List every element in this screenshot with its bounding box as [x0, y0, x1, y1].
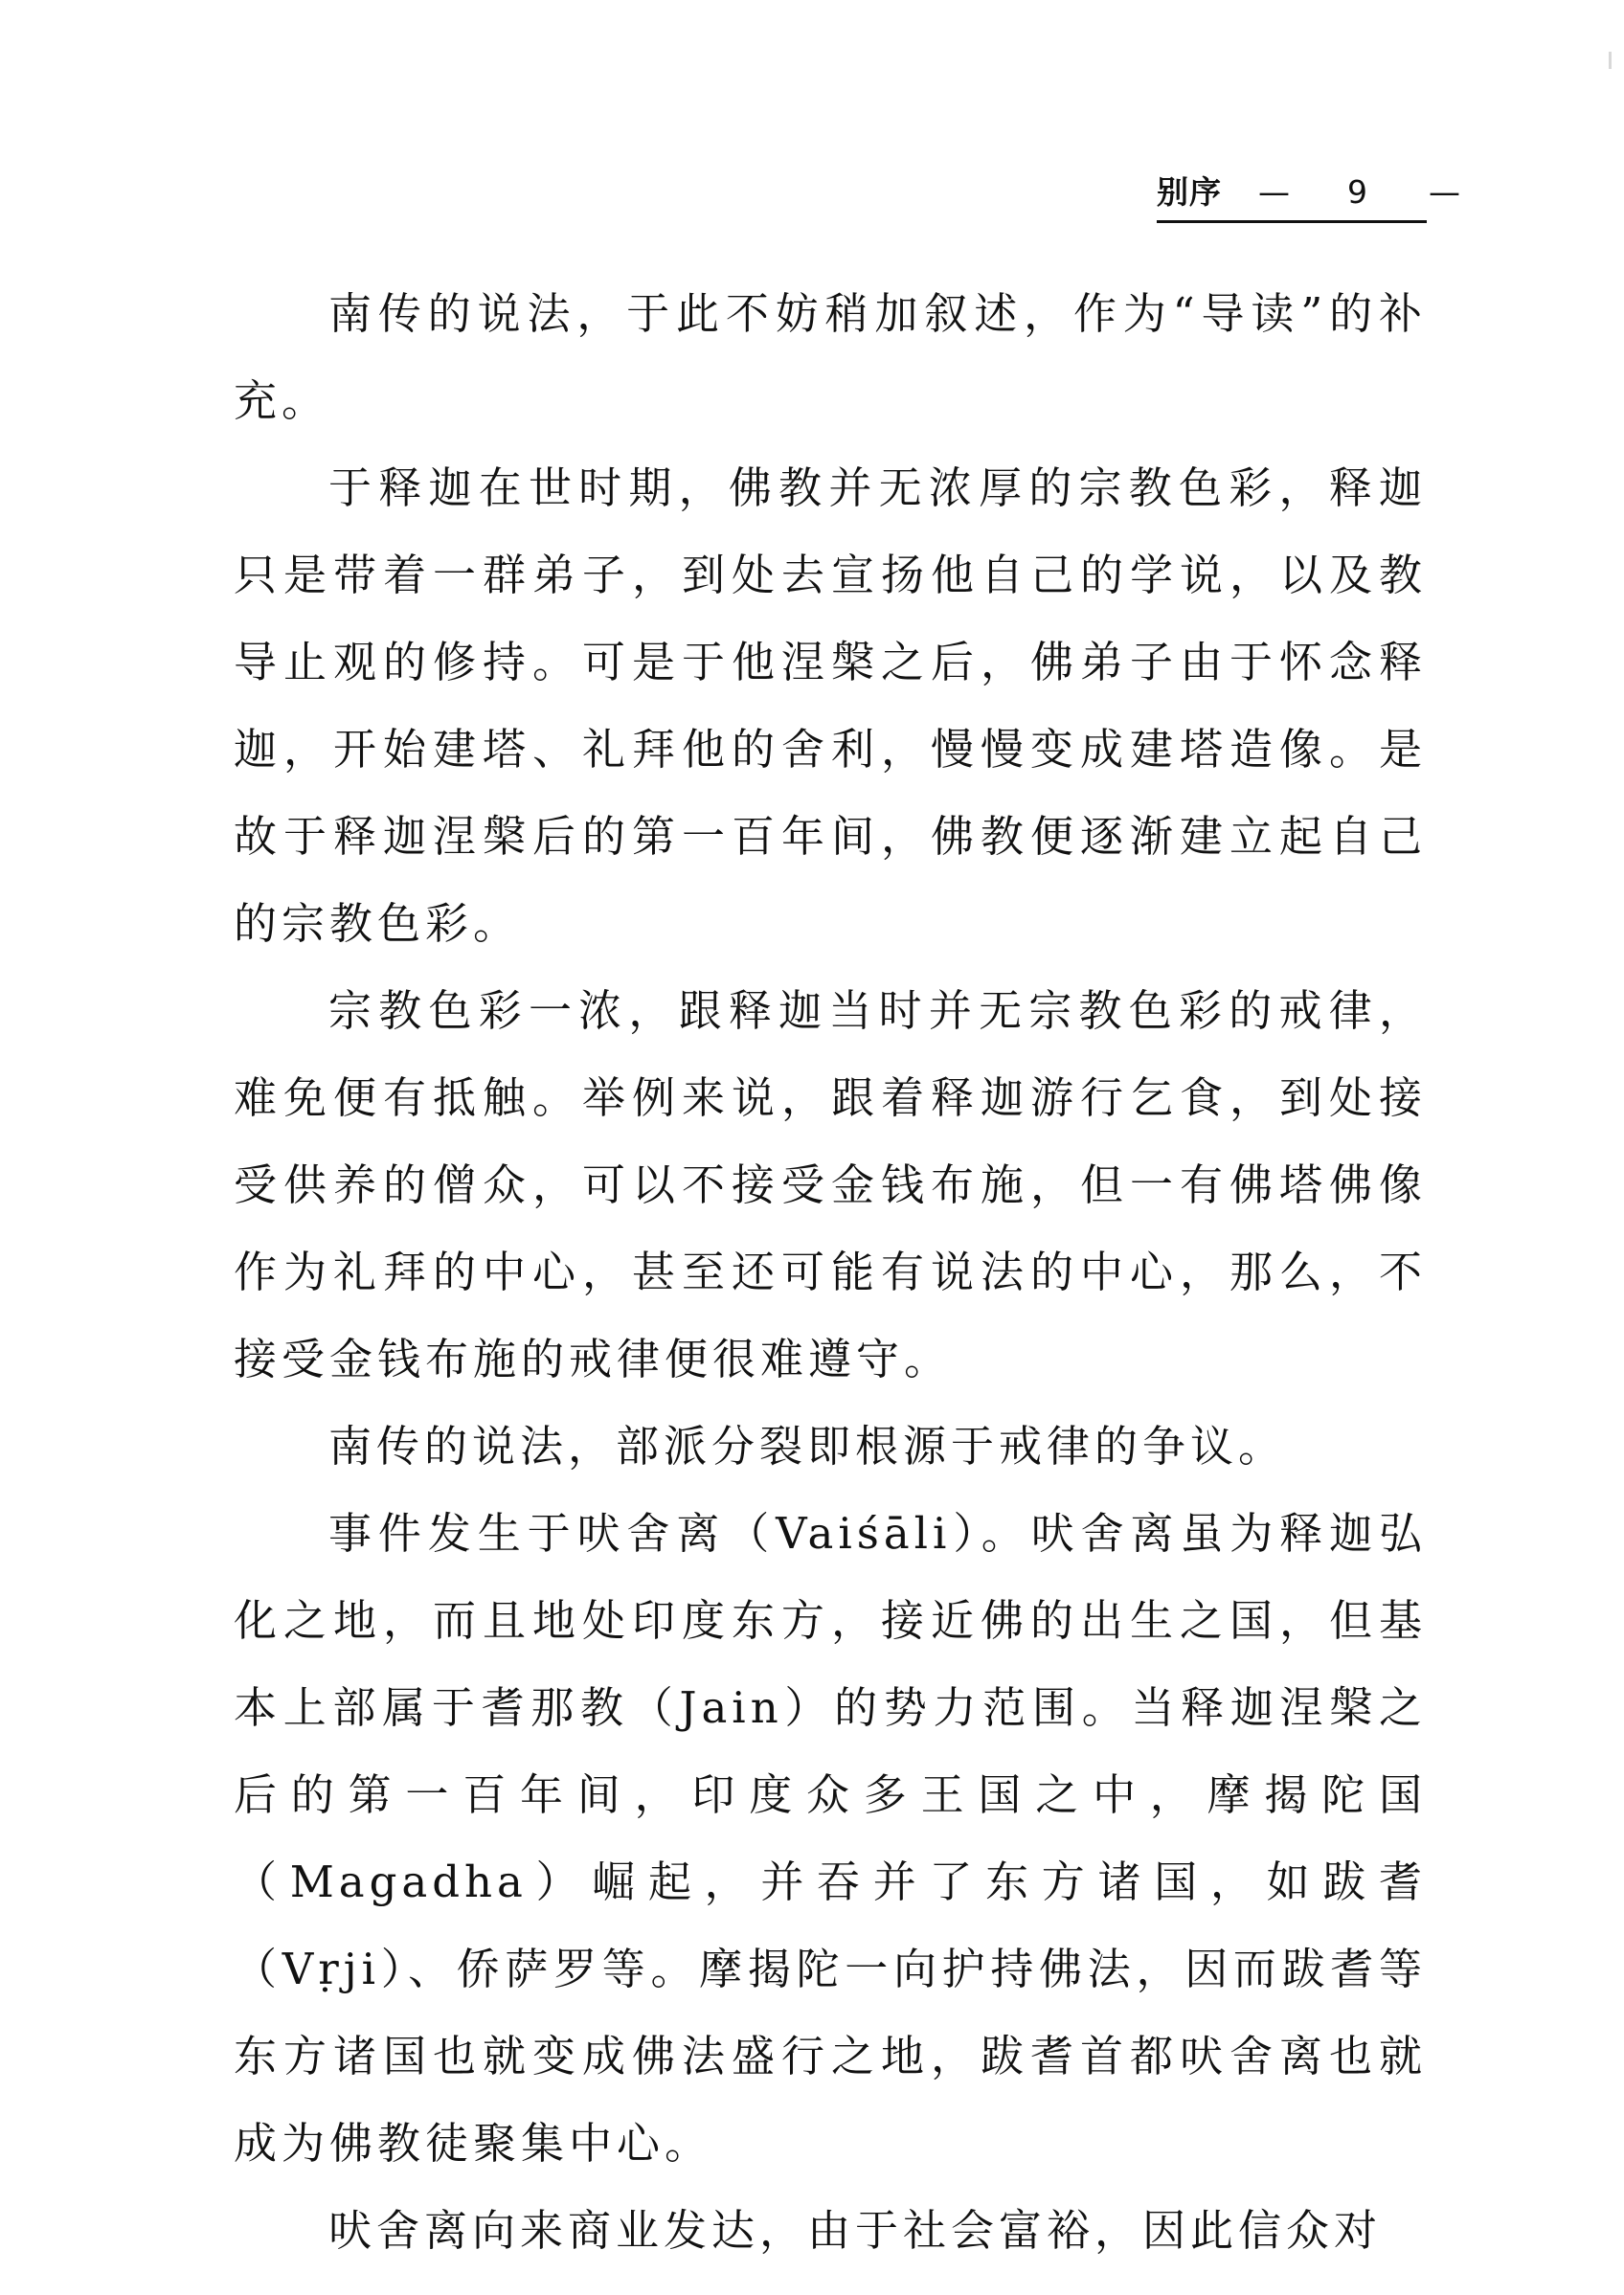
paragraph-2: 于释迦在世时期，佛教并无浓厚的宗教色彩，释迦只是带着一群弟子，到处去宣扬他自己的学说，以及教导止观的修持。可是于他涅槃之后，佛弟子由于怀念释迦，开始建塔、礼拜他的舍利，慢慢变成建塔造像。是故于释迦涅槃后的第一百年间，佛教便逐渐建立起自己的宗教色彩。 — [234, 462, 1427, 949]
paragraph-4: 南传的说法，部派分裂即根源于戒律的争议。 — [328, 1421, 1287, 1472]
scan-margin-mark — [1609, 52, 1612, 69]
page-number: 9 — [1347, 173, 1367, 211]
header-dash-right: — — [1429, 173, 1460, 211]
paragraph-3: 宗教色彩一浓，跟释迦当时并无宗教色彩的戒律，难免便有抵触。举例来说，跟着释迦游行乞食，到处接受供养的僧众，可以不接受金钱布施，但一有佛塔佛像作为礼拜的中心，甚至还可能有说法的中心，那么，不接受金钱布施的戒律便很难遵守。 — [234, 985, 1427, 1384]
running-header — [1157, 170, 1460, 223]
header-dash-left: — — [1258, 173, 1290, 211]
paragraph-1: 南传的说法，于此不妨稍加叙述，作为“导读”的补充。 — [234, 288, 1427, 426]
paragraph-6: 吠舍离向来商业发达，由于社会富裕，因此信众对 — [328, 2205, 1383, 2256]
section-title: 别序 — [1157, 173, 1222, 211]
paragraph-5: 事件发生于吠舍离（Vaiśāli）。吠舍离虽为释迦弘化之地，而且地处印度东方，接近佛的出生之国，但基本上部属于耆那教（Jain）的势力范围。当释迦涅槃之后的第一百年间，印度众多王国之中，摩揭陀国（Magadha）崛起，并吞并了东方诸国，如跋耆（Vṛji）、侨萨罗等。摩揭陀一向护持佛法，因而跋耆等东方诸国也就变成佛法盛行之地，跋耆首都吠舍离也就成为佛教徒聚集中心。 — [234, 1508, 1427, 2169]
body-text — [234, 270, 1427, 2274]
